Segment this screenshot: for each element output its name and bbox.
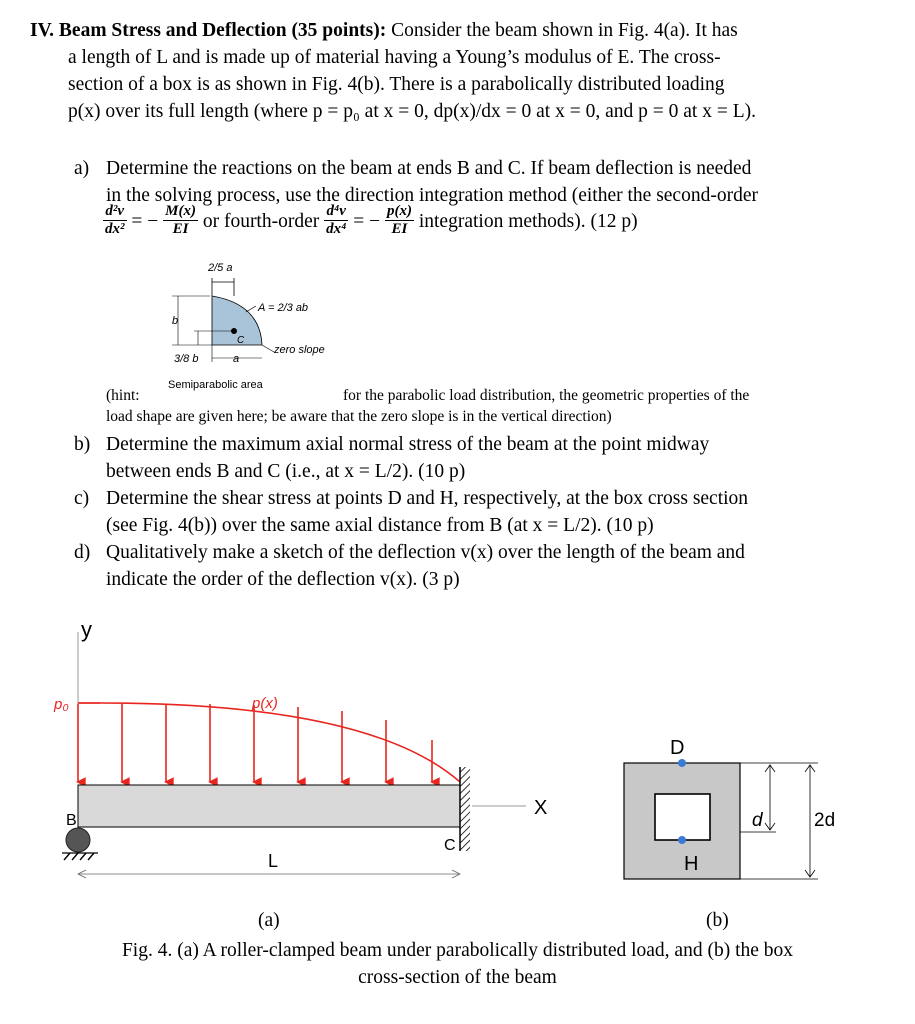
2d-dim-label: 2d	[814, 810, 836, 831]
roller-support	[66, 828, 90, 852]
eq2-rhs-den: EI	[391, 221, 408, 237]
eq1-lhs	[103, 203, 127, 238]
hint-line-2: load shape are given here; be aware that the zero slope is in the vertical direction)	[106, 408, 612, 425]
part-a-line-1: Determine the reactions on the beam at ends B and C. If beam deflection is needed	[106, 158, 752, 179]
area-leader	[246, 306, 256, 312]
eq2-lhs	[324, 203, 348, 238]
figure-caption-1: Fig. 4. (a) A roller-clamped beam under parabolically distributed load, and (b) the box	[121, 940, 794, 961]
part-b-label: b)	[74, 434, 91, 455]
ground-hatch	[72, 853, 78, 860]
part-c-line-2: (see Fig. 4(b)) over the same axial distance from B (at x = L/2). (10 p)	[106, 515, 654, 536]
eq2-rhs	[385, 203, 414, 238]
zero-slope-label: zero slope	[274, 344, 325, 356]
d-point-label: D	[670, 737, 685, 759]
load-curve	[78, 703, 460, 782]
eq2-rhs-num: p(x)	[386, 203, 412, 219]
part-b-line-1: Determine the maximum axial normal stress of the beam at the point midway	[106, 434, 710, 455]
a-dim-label: a	[233, 353, 240, 365]
eq1-rhs	[163, 203, 198, 238]
c-label: C	[444, 837, 456, 854]
part-d-line-1: Qualitatively make a sketch of the deflection v(x) over the length of the beam and	[106, 542, 745, 563]
caption-b: (b)	[706, 910, 729, 931]
part-d-label: d)	[74, 542, 91, 563]
semiparabola-diagram	[160, 252, 360, 397]
problem-intro-1: Consider the beam shown in Fig. 4(a). It has	[386, 20, 738, 41]
eq1-rhs-num: M(x)	[165, 203, 196, 219]
eq-or: or fourth-order	[197, 210, 325, 232]
eq1-rhs-den: EI	[172, 221, 189, 237]
part-b-line-2: between ends B and C (i.e., at x = L/2). (10 p)	[106, 461, 466, 482]
b-dim-label: b	[172, 315, 179, 327]
d-dim-label: d	[752, 810, 763, 831]
part-a-line-2: in the solving process, use the direction integration method (either the second-order	[106, 185, 758, 206]
centroid-label: C	[237, 335, 245, 346]
eq1-lhs-num: d²v	[103, 203, 127, 221]
slope-leader	[262, 345, 274, 352]
area-label: A = 2/3 ab	[258, 302, 309, 314]
figure-caption-2: cross-section of the beam	[358, 967, 557, 988]
hint-line-1: for the parabolic load distribution, the geometric properties of the	[343, 387, 750, 404]
part-c-label: c)	[74, 488, 90, 509]
ground-hatch	[80, 853, 86, 860]
eq2-lhs-num: d⁴v	[324, 203, 348, 221]
b-label: B	[66, 812, 77, 829]
point-d	[678, 759, 686, 767]
problem-intro-2: a length of L and is made up of material having a Young’s modulus of E. The cross-	[68, 47, 721, 68]
caption-a: (a)	[258, 910, 280, 931]
part-c-line-1: Determine the shear stress at points D and H, respectively, at the box cross section	[106, 488, 749, 509]
equation-line	[103, 205, 638, 240]
px-label: p(x)	[252, 695, 278, 712]
inner-hollow	[655, 794, 710, 840]
beam-figure	[40, 612, 580, 912]
eq-tail: integration methods). (12 p)	[413, 210, 638, 232]
beam-body	[78, 785, 460, 827]
eq2-equals: = −	[353, 210, 381, 232]
part-d-line-2: indicate the order of the deflection v(x). (3 p)	[106, 569, 460, 590]
ground-hatch	[64, 853, 70, 860]
ybar-label: 3/8 b	[174, 353, 199, 365]
x-axis-label: X	[534, 797, 548, 819]
eq2-lhs-den: dx⁴	[326, 221, 347, 237]
problem-intro-3: section of a box is as shown in Fig. 4(b). There is a parabolically distributed loading	[68, 74, 725, 95]
length-label: L	[268, 851, 279, 871]
top-dim-label: 2/5 a	[208, 262, 233, 274]
problem-intro-4: p(x) over its full length (where p = p₀ at x = 0, dp(x)/dx = 0 at x = 0, and p = 0 at x = L).	[68, 101, 756, 122]
part-a-label: a)	[74, 158, 90, 179]
ground-hatch	[88, 853, 94, 860]
problem-line-1	[30, 17, 738, 44]
hint-open: (hint:	[106, 387, 140, 404]
eq1-equals: = −	[131, 210, 159, 232]
p0-label: p₀	[54, 696, 69, 713]
semiparabola-caption: Semiparabolic area	[168, 379, 263, 391]
point-h	[678, 836, 686, 844]
problem-heading: IV. Beam Stress and Deflection (35 points):	[30, 20, 387, 41]
eq1-lhs-den: dx²	[105, 221, 125, 237]
clamp-hatch	[460, 767, 470, 851]
box-section-figure	[600, 722, 840, 892]
h-point-label: H	[684, 853, 699, 875]
y-axis-label: y	[81, 617, 92, 642]
